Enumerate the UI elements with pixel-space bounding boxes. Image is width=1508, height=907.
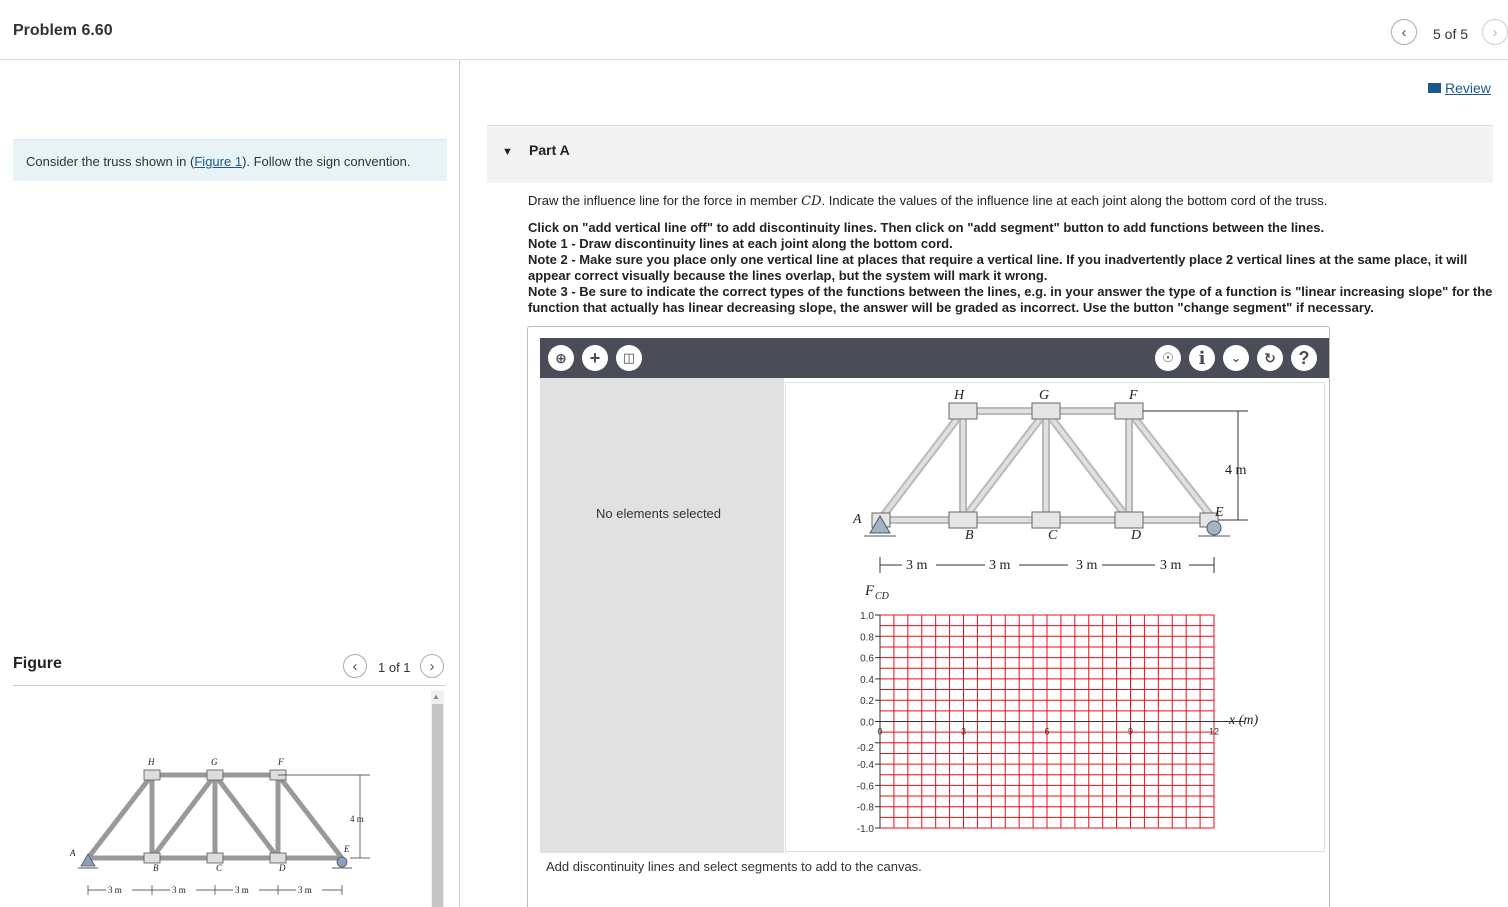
joint-label-a: A — [70, 848, 76, 858]
joint-label-f: F — [278, 757, 284, 767]
plot-tick-labels — [857, 611, 1219, 835]
figure-scrollbar-thumb[interactable] — [432, 704, 443, 907]
joint-label-g: G — [211, 757, 218, 767]
figure-link[interactable]: Figure 1 — [194, 154, 243, 169]
element-sidebar — [540, 378, 784, 853]
truss-members — [88, 775, 342, 858]
instruction-note-3: Note 3 - Be sure to indicate the correct types of the functions between the lines, e.g. in your answer the type of a function is "linear increasing slope" for the function that actually has linear decreasing slope, the answer will be graded as incorrect. Use the button "change segment" if necessary. — [528, 284, 1493, 315]
canvas-label-b: B — [965, 528, 974, 543]
review-link[interactable] — [1428, 80, 1491, 96]
x-tick-label: 6 — [1044, 726, 1050, 737]
delete-button[interactable] — [616, 345, 642, 371]
x-axis-label: x (m) — [1229, 713, 1259, 728]
help-button[interactable] — [1291, 345, 1317, 371]
plot-label-sub: CD — [875, 591, 889, 602]
y-tick-label: 0.6 — [860, 653, 874, 665]
intro-suffix: ). Follow the sign convention. — [242, 154, 411, 169]
instruction-click: Click on "add vertical line off" to add discontinuity lines. Then click on "add segment" button to add functions between the lines. — [528, 220, 1325, 235]
instruction-note-1: Note 1 - Draw discontinuity lines at each joint along the bottom cord. — [528, 236, 953, 251]
canvas-label-c: C — [1048, 528, 1058, 543]
instruction-main — [528, 193, 1498, 210]
plot-function-label — [864, 583, 890, 602]
y-tick-label: 0.8 — [860, 632, 874, 644]
instructions — [528, 193, 1498, 316]
review-label: Review — [1445, 80, 1491, 96]
info-icon: i — [1198, 347, 1206, 369]
canvas-label-d: D — [1131, 528, 1142, 543]
figure-truss-diagram — [60, 750, 380, 907]
problem-title: Problem 6.60 — [13, 22, 113, 39]
joint-label-e: E — [344, 844, 350, 854]
y-tick-label: -0.8 — [856, 802, 874, 814]
right-panel — [461, 60, 1508, 907]
height-label: 4 m — [350, 814, 364, 824]
top-bar — [0, 0, 1508, 60]
y-tick-label: 0.2 — [860, 696, 874, 708]
drawing-canvas[interactable] — [785, 382, 1325, 852]
span-label-4: 3 m — [298, 885, 312, 895]
figure-scrollbar[interactable] — [431, 690, 444, 907]
chevron-down-icon: ⌄ — [1230, 351, 1242, 365]
instruction-member: CD — [801, 194, 822, 209]
help-icon: ? — [1298, 347, 1310, 368]
x-tick-label: 3 — [960, 726, 967, 737]
plot-label-main: F — [865, 583, 875, 599]
hint-button[interactable] — [1155, 345, 1181, 371]
y-tick-label: 0.0 — [860, 717, 874, 729]
intro-prefix: Consider the truss shown in ( — [26, 154, 195, 169]
add-vertical-line-button[interactable] — [548, 345, 574, 371]
canvas-label-a: A — [853, 512, 862, 527]
toolbar — [540, 338, 1329, 378]
instruction-note-2: Note 2 - Make sure you place only one vertical line at places that require a vertical line. If you inadvertently place 2 vertical lines at the same place, it will appear correct visually because the lines overlap, but the system will mark it wrong. — [528, 252, 1468, 283]
problem-pager: 5 of 5 — [1433, 26, 1469, 42]
canvas-label-e: E — [1215, 505, 1224, 520]
canvas-span-label-4: 3 m — [1160, 558, 1182, 573]
no-selection-text: No elements selected — [596, 506, 722, 521]
canvas-span-label-3: 3 m — [1076, 558, 1098, 573]
figure-title: Figure — [13, 655, 62, 672]
reset-button[interactable] — [1257, 345, 1283, 371]
instruction-prefix: Draw the influence line for the force in member — [528, 193, 802, 208]
y-tick-label: -0.6 — [856, 781, 874, 793]
span-label-3: 3 m — [235, 885, 249, 895]
intro-box — [13, 139, 447, 181]
book-icon — [1428, 83, 1441, 93]
y-tick-label: -1.0 — [856, 824, 874, 835]
scroll-up-icon[interactable]: ▲ — [432, 692, 440, 701]
canvas-truss-highlights — [880, 411, 1214, 520]
collapse-caret-icon[interactable]: ▼ — [502, 146, 513, 158]
vertical-line-icon: ⊕ — [555, 349, 567, 366]
left-panel — [0, 60, 460, 907]
canvas-svg[interactable] — [786, 383, 1324, 851]
y-tick-label: 0.4 — [860, 674, 874, 686]
part-a-header[interactable] — [487, 125, 1493, 183]
previous-problem-button[interactable] — [1391, 19, 1417, 45]
figure-divider — [13, 685, 445, 686]
instruction-suffix: . Indicate the values of the influence line at each joint along the bottom cord of the truss. — [821, 193, 1328, 208]
info-button[interactable] — [1189, 345, 1215, 371]
part-label: Part A — [529, 142, 570, 158]
canvas-span-label-1: 3 m — [906, 558, 928, 573]
intro-text — [26, 154, 410, 169]
trash-icon: ◫ — [622, 350, 636, 365]
span-label-1: 3 m — [108, 885, 122, 895]
y-tick-label: -0.2 — [856, 742, 874, 754]
plus-icon: + — [589, 347, 601, 368]
x-tick-label: 9 — [1127, 726, 1134, 737]
y-tick-label: 1.0 — [860, 611, 874, 622]
chevron-left-icon: ‹ — [1401, 23, 1407, 41]
figure-next-button[interactable] — [420, 654, 444, 678]
lightbulb-icon: ☉ — [1162, 350, 1174, 365]
canvas-label-h: H — [954, 388, 965, 403]
x-tick-label: 12 — [1208, 726, 1220, 737]
canvas-span-label-2: 3 m — [989, 558, 1011, 573]
x-tick-label: 0 — [877, 726, 883, 737]
figure-prev-button[interactable] — [343, 654, 367, 678]
dropdown-button[interactable] — [1223, 345, 1249, 371]
status-message: Add discontinuity lines and select segments to add to the canvas. — [546, 859, 922, 874]
joint-label-b: B — [153, 863, 159, 873]
canvas-label-g: G — [1039, 388, 1050, 403]
joint-label-c: C — [216, 863, 223, 873]
reset-icon: ↻ — [1264, 349, 1276, 366]
span-label-2: 3 m — [172, 885, 186, 895]
chevron-right-icon: › — [1492, 23, 1498, 41]
next-problem-button[interactable] — [1482, 19, 1508, 45]
figure-pager: 1 of 1 — [378, 660, 411, 675]
chevron-left-icon: ‹ — [352, 657, 358, 675]
joint-label-d: D — [279, 863, 286, 873]
drawing-tool — [527, 326, 1330, 907]
canvas-label-f: F — [1129, 388, 1138, 403]
y-tick-label: -0.4 — [856, 760, 874, 772]
canvas-height-label: 4 m — [1225, 463, 1247, 478]
chevron-right-icon: › — [429, 657, 435, 675]
joint-label-h: H — [148, 757, 155, 767]
add-segment-button[interactable] — [582, 345, 608, 371]
